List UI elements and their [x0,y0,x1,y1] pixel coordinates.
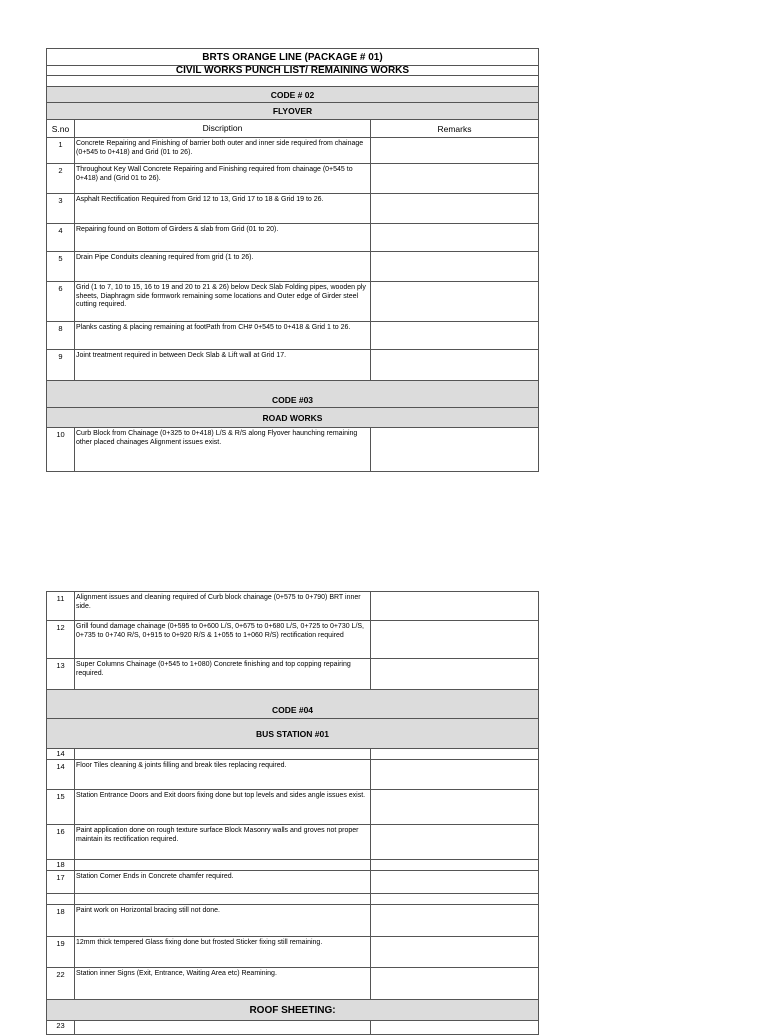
table-row [47,428,538,472]
row-sno: 14 [47,749,75,759]
row-remarks [371,659,538,689]
flyover-row [47,103,538,120]
table-row [47,282,538,322]
row-description: Paint work on Horizontal bracing still not done. [75,905,371,936]
row-remarks [371,871,538,893]
row-description: Paint application done on rough texture surface Block Masonry walls and groves not proper maintain its rectification required. [75,825,371,859]
section-code: CODE #03 [271,395,314,405]
row-description: Super Columns Chainage (0+545 to 1+080) Concrete finishing and top copping repairing required. [75,659,371,689]
col-description-header: Discription [75,120,371,137]
table-row [47,322,538,350]
row-description [75,1021,371,1034]
punch-list-page-2 [46,591,539,1035]
table-row [47,760,538,790]
col-remarks-header: Remarks [437,123,472,134]
row-remarks [371,282,538,321]
section-code: CODE #04 [271,705,314,715]
row-description: Station Entrance Doors and Exit doors fixing done but top levels and sides angle issues exist. [75,790,371,824]
document-title: BRTS ORANGE LINE (PACKAGE # 01) [202,51,383,63]
table-row [47,968,538,1000]
row-sno [47,894,75,904]
row-sno: 12 [47,621,75,658]
table-row [47,138,538,164]
blank-row [47,76,538,87]
row-description: Alignment issues and cleaning required of Curb block chainage (0+575 to 0+790) BRT inner side. [75,592,371,620]
row-description: Grid (1 to 7, 10 to 15, 16 to 19 and 20 to 21 & 26) below Deck Slab Folding pipes, wooden ply sheets, Diaphragm side formwork remaining some locations and Outer edge of Girder steel cutting required. [75,282,371,321]
row-sno: 4 [47,224,75,251]
section-code: CODE # 02 [270,89,315,100]
row-remarks [371,252,538,281]
row-remarks [371,894,538,904]
row-description [75,860,371,870]
table-row [47,659,538,690]
row-remarks [371,968,538,999]
row-description: Curb Block from Chainage (0+325 to 0+418) L/S & R/S along Flyover haunching remaining other placed chainages Alignment issues exist. [75,428,371,471]
row-sno: 9 [47,350,75,380]
row-remarks [371,322,538,349]
row-remarks [371,860,538,870]
table-row [47,621,538,659]
row-description: Throughout Key Wall Concrete Repairing and Finishing required from chainage (0+545 to 0+418) and (Grid 01 to 26). [75,164,371,193]
row-description: Station Corner Ends in Concrete chamfer required. [75,871,371,893]
table-row [47,592,538,621]
table-row [47,749,538,760]
row-description: Station inner Signs (Exit, Entrance, Waiting Area etc) Reamining. [75,968,371,999]
row-sno: 14 [47,760,75,789]
code-04-row [47,690,538,719]
roof-sheeting-row [47,1000,538,1021]
row-description: Grill found damage chainage (0+595 to 0+600 L/S, 0+675 to 0+680 L/S, 0+725 to 0+730 L/S, 0+735 to 0+740 R/S, 0+915 to 0+920 R/S & 1+055 to 1+060 R/S) rectification required [75,621,371,658]
code-03-row [47,381,538,408]
road-works-row [47,408,538,428]
row-sno: 18 [47,860,75,870]
row-sno: 18 [47,905,75,936]
table-row [47,194,538,224]
row-description: Joint treatment required in between Deck Slab & Lift wall at Grid 17. [75,350,371,380]
table-row [47,871,538,894]
row-remarks [371,905,538,936]
column-header-row [47,120,538,138]
row-remarks [371,937,538,967]
table-row [47,350,538,381]
row-description: Drain Pipe Conduits cleaning required from grid (1 to 26). [75,252,371,281]
row-sno: 6 [47,282,75,321]
row-sno: 19 [47,937,75,967]
row-description: Floor Tiles cleaning & joints filling and break tiles replacing required. [75,760,371,789]
table-row [47,164,538,194]
section-heading: FLYOVER [272,106,313,116]
row-description [75,749,371,759]
row-sno: 15 [47,790,75,824]
row-description: Repairing found on Bottom of Girders & slab from Grid (01 to 20). [75,224,371,251]
row-description: Concrete Repairing and Finishing of barrier both outer and inner side required from chainage (0+545 to 0+418) and Grid (01 to 26). [75,138,371,163]
row-sno: 13 [47,659,75,689]
row-sno: 8 [47,322,75,349]
document-subtitle: CIVIL WORKS PUNCH LIST/ REMAINING WORKS [175,65,410,76]
row-remarks [371,194,538,223]
row-sno: 17 [47,871,75,893]
punch-list-page-1 [46,48,539,472]
row-remarks [371,621,538,658]
section-heading: ROAD WORKS [262,412,323,423]
row-sno: 16 [47,825,75,859]
row-remarks [371,790,538,824]
row-sno: 1 [47,138,75,163]
table-row [47,894,538,905]
section-heading: ROOF SHEETING: [249,1004,336,1016]
title-row [47,49,538,66]
row-remarks [371,138,538,163]
row-remarks [371,350,538,380]
table-row [47,905,538,937]
row-sno: 22 [47,968,75,999]
table-row [47,252,538,282]
col-sno-header: S.no [47,120,75,137]
row-sno: 11 [47,592,75,620]
row-sno: 2 [47,164,75,193]
row-remarks [371,164,538,193]
row-sno: 23 [47,1021,75,1034]
code-02-row [47,87,538,103]
row-sno: 3 [47,194,75,223]
section-heading: BUS STATION #01 [256,728,329,739]
row-remarks [371,592,538,620]
subtitle-row [47,66,538,76]
row-description: Planks casting & placing remaining at footPath from CH# 0+545 to 0+418 & Grid 1 to 26. [75,322,371,349]
row-remarks [371,1021,538,1034]
table-row [47,1021,538,1035]
row-sno: 10 [47,428,75,471]
row-sno: 5 [47,252,75,281]
row-remarks [371,749,538,759]
table-row [47,860,538,871]
row-description [75,894,371,904]
table-row [47,790,538,825]
row-remarks [371,760,538,789]
bus-station-row [47,719,538,749]
row-remarks [371,224,538,251]
table-row [47,825,538,860]
row-remarks [371,428,538,471]
table-row [47,224,538,252]
row-remarks [371,825,538,859]
row-description: Asphalt Rectification Required from Grid 12 to 13, Grid 17 to 18 & Grid 19 to 26. [75,194,371,223]
row-description: 12mm thick tempered Glass fixing done but frosted Sticker fixing still remaining. [75,937,371,967]
table-row [47,937,538,968]
